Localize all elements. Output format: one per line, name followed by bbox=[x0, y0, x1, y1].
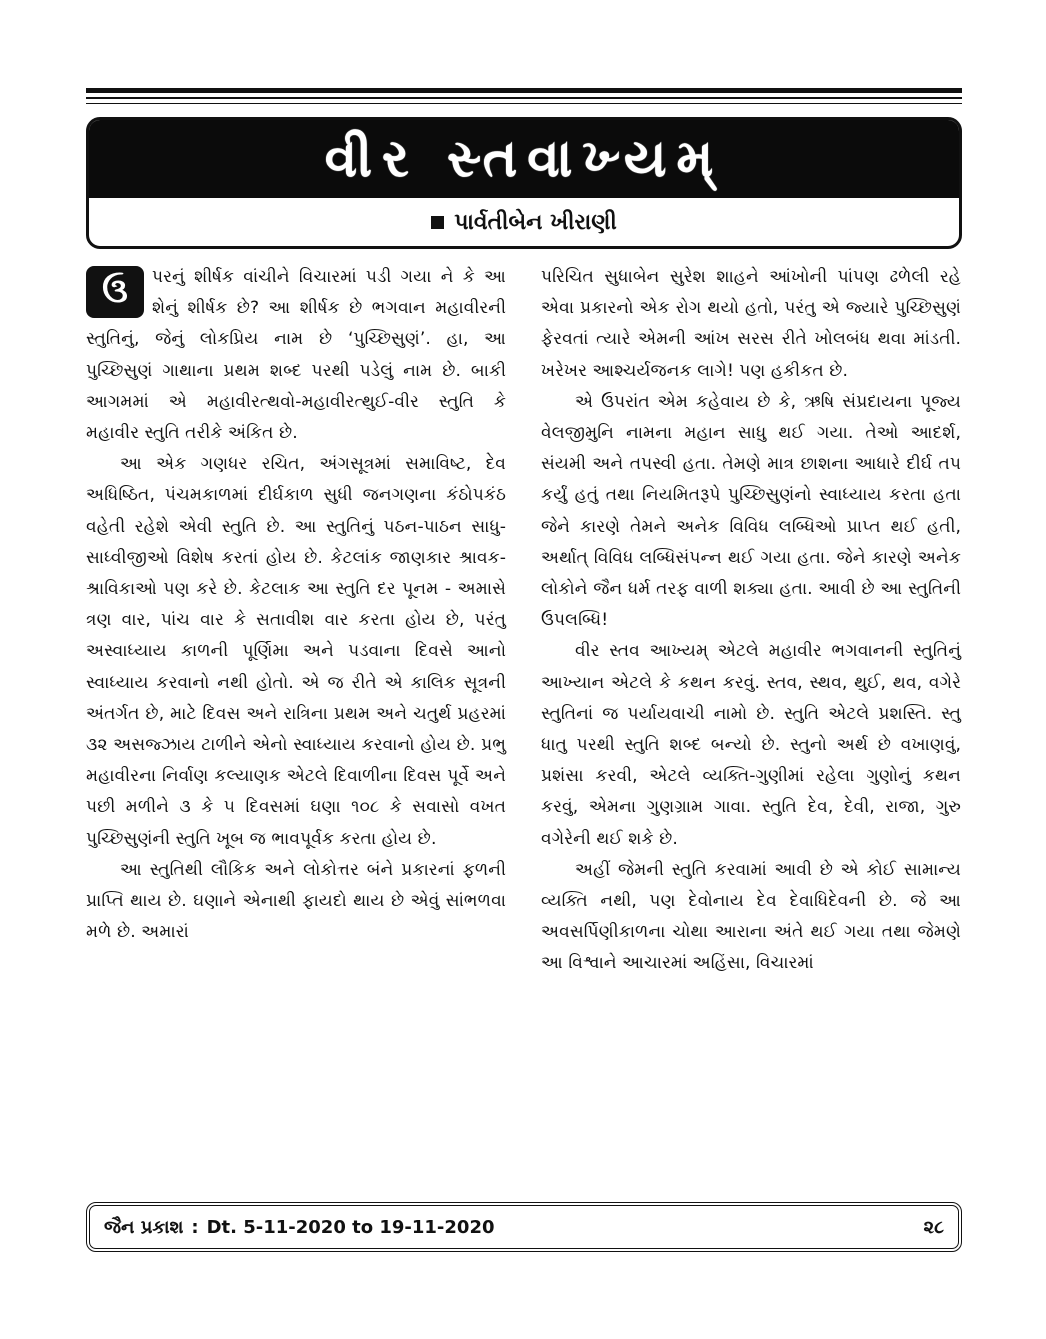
page-title: વીર સ્તવાખ્યમ્ bbox=[324, 128, 724, 189]
paragraph: વીર સ્તવ આખ્યમ્ એટલે મહાવીર ભગવાનની સ્તુતિનું આખ્યાન એટલે કે કથન કરવું. સ્તવ, સ્થવ, થુઈ, થવ, વગેરે સ્તુતિનાં જ પર્યાયવાચી નામો છે. સ્તુતિ એટલે પ્રશસ્તિ. સ્તુ ધાતુ પરથી સ્તુતિ શબ્દ બન્યો છે. સ્તુનો અર્થ છે વખાણવું, પ્રશંસા કરવી, એટલે વ્યક્તિ-ગુણીમાં રહેલા ગુણોનું કથન કરવું, એમના ગુણગ્રામ ગાવા. સ્તુતિ દેવ, દેવી, રાજા, ગુરુ વગેરેની થઈ શકે છે. bbox=[541, 641, 961, 849]
paragraph: એ ઉપરાંત એમ કહેવાય છે કે, ઋષિ સંપ્રદાયના પૂજ્ય વેલજીમુનિ નામના મહાન સાધુ થઈ ગયા. તેઓ આદર્શ, સંયમી અને તપસ્વી હતા. તેમણે માત્ર છાશના આધારે દીર્ઘ તપ કર્યું હતું તથા નિયમિતરૂપે પુચ્છિસુણંનો સ્વાધ્યાય કરતા હતા જેને કારણે તેમને અનેક વિવિધ લબ્ધિઓ પ્રાપ્ત થઈ હતી, અર્થાત્ વિવિધ લબ્ધિસંપન્ન થઈ ગયા હતા. જેને કારણે અનેક લોકોને જૈન ધર્મ તરફ વાળી શક્યા હતા. આવી છે આ સ્તુતિની ઉપલબ્ધિ! bbox=[541, 391, 961, 631]
left-column bbox=[86, 262, 506, 948]
footer-left bbox=[104, 1217, 495, 1238]
title-box bbox=[86, 117, 962, 249]
footer-separator: : bbox=[191, 1216, 199, 1238]
top-rule-thin-2 bbox=[86, 103, 962, 104]
paragraph: આ સ્તુતિથી લૌકિક અને લોકોત્તર બંને પ્રકારનાં ફળની પ્રાપ્તિ થાય છે. ઘણાને એનાથી ફાયદો થાય છે એવું સાંભળવા મળે છે. અમારાં bbox=[86, 859, 506, 943]
right-column bbox=[541, 262, 961, 980]
top-rule-thick bbox=[86, 88, 962, 93]
title-band bbox=[89, 120, 959, 198]
paragraph-text: પરનું શીર્ષક વાંચીને વિચારમાં પડી ગયા ને કે આ શેનું શીર્ષક છે? આ શીર્ષક છે ભગવાન મહાવીરની સ્તુતિનું, જેનું લોકપ્રિય નામ છે ‘પુચ્છિસુણં’. હા, આ પુચ્છિસુણં ગાથાના પ્રથમ શબ્દ પરથી પડેલું નામ છે. બાકી આગમમાં એ મહાવીરત્થવો-મહાવીરત્થુઈ-વીર સ્તુતિ કે મહાવીર સ્તુતિ તરીકે અંકિત છે. bbox=[86, 267, 506, 444]
paragraph: અહીં જેમની સ્તુતિ કરવામાં આવી છે એ કોઈ સામાન્ય વ્યક્તિ નથી, પણ દેવોનાય દેવ દેવાધિદેવની છે. જે આ અવસર્પિણીકાળના ચોથા આરાના અંતે થઈ ગયા તથા જેમણે આ વિશ્વાને આચારમાં અહિંસા, વિચારમાં bbox=[541, 859, 961, 974]
page-footer bbox=[86, 1202, 962, 1252]
publication-name: જૈન પ્રકાશ bbox=[104, 1216, 184, 1238]
top-rule-thin bbox=[86, 97, 962, 99]
paragraph: આ એક ગણધર રચિત, અંગસૂત્રમાં સમાવિષ્ટ, દેવ અધિષ્ઠિત, પંચમકાળમાં દીર્ઘકાળ સુધી જનગણના કંઠોપકંઠ વહેતી રહેશે એવી સ્તુતિ છે. આ સ્તુતિનું પઠન-પાઠન સાધુ-સાધ્વીજીઓ વિશેષ કરતાં હોય છે. કેટલાંક જાણકાર શ્રાવક-શ્રાવિકાઓ પણ કરે છે. કેટલાક આ સ્તુતિ દર પૂનમ - અમાસે ત્રણ વાર, પાંચ વાર કે સતાવીશ વાર કરતા હોય છે, પરંતુ અસ્વાધ્યાય કાળની પૂર્ણિમા અને પડવાના દિવસે આનો સ્વાધ્યાય કરવાનો નથી હોતો. એ જ રીતે એ કાલિક સૂત્રની અંતર્ગત છે, માટે દિવસ અને રાત્રિના પ્રથમ અને ચતુર્થ પ્રહરમાં ૩૨ અસજ્ઝાય ટાળીને એનો સ્વાધ્યાય કરવાનો હોય છે. પ્રભુ મહાવીરના નિર્વાણ કલ્યાણક એટલે દિવાળીના દિવસ પૂર્વે અને પછી મળીને ૩ કે ૫ દિવસમાં ઘણા ૧૦૮ કે સવાસો વખત પુચ્છિસુણંની સ્તુતિ ખૂબ જ ભાવપૂર્વક કરતા હોય છે. bbox=[86, 454, 506, 849]
issue-date: Dt. 5-11-2020 to 19-11-2020 bbox=[206, 1216, 495, 1238]
paragraph: પરિચિત સુધાબેન સુરેશ શાહને આંખોની પાંપણ ઢળેલી રહે એવા પ્રકારનો એક રોગ થયો હતો, પરંતુ એ જ્યારે પુચ્છિસુણં ફેરવતાં ત્યારે એમની આંખ સરસ રીતે ખોલબંધ થવા માંડતી. ખરેખર આશ્ચર્યજનક લાગે! પણ હકીકત છે. bbox=[541, 267, 961, 381]
author-row bbox=[89, 198, 959, 246]
author-name: પાર્વતીબેન ખીરાણી bbox=[454, 209, 617, 235]
paragraph bbox=[86, 262, 506, 449]
page-number: ૨૮ bbox=[923, 1216, 944, 1238]
drop-cap: ઉ bbox=[86, 266, 144, 318]
square-bullet-icon bbox=[431, 216, 444, 229]
